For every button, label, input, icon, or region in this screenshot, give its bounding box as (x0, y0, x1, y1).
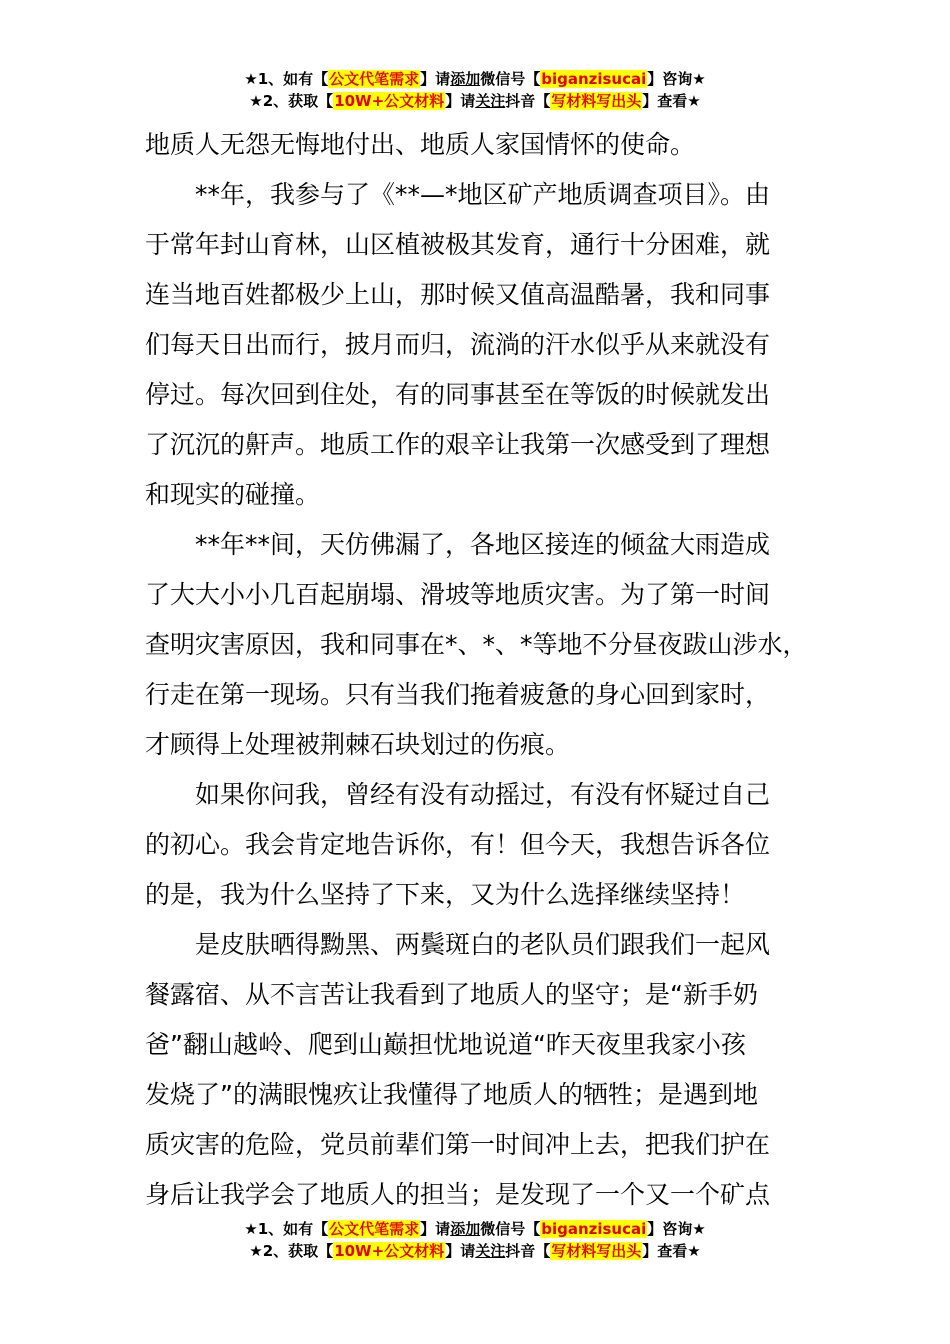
banner-text: 微信号【 (480, 1220, 541, 1238)
banner-line-1 (0, 1218, 950, 1240)
banner-line-2 (0, 1240, 950, 1262)
body-line: 爸”翻山越岭、爬到山巅担忧地说道“昨天夜里我家小孩 (145, 1030, 746, 1059)
banner-text: 抖音【 (505, 1242, 551, 1260)
banner-highlight: 公文代笔需求 (329, 1220, 420, 1238)
body-line: 的初心。我会肯定地告诉你，有！但今天，我想告诉各位 (145, 830, 771, 859)
banner-text: 微信号【 (480, 70, 541, 88)
banner-line-2 (0, 90, 950, 112)
banner-text: 】咨询★ (647, 70, 706, 88)
banner-line-1 (0, 68, 950, 90)
body-line: **年**间，天仿佛漏了，各地区接连的倾盆大雨造成 (145, 530, 771, 559)
banner-text: 】查看★ (642, 1242, 701, 1260)
banner-highlight-wechat: biganzisucai (541, 1220, 647, 1238)
body-line: **年，我参与了《**—*地区矿产地质调查项目》。由 (145, 180, 771, 209)
body-line: 了沉沉的鼾声。地质工作的艰辛让我第一次感受到了理想 (145, 430, 771, 459)
banner-text: 】查看★ (642, 92, 701, 110)
banner-text: ★1、如有【 (244, 1220, 329, 1238)
banner-underlined: 关注 (475, 1242, 506, 1260)
banner-text: ★2、获取【 (249, 1242, 334, 1260)
banner-highlight: 公文代笔需求 (329, 70, 420, 88)
body-line: 行走在第一现场。只有当我们拖着疲惫的身心回到家时， (145, 680, 771, 709)
banner-highlight-wechat: biganzisucai (541, 70, 647, 88)
banner-underlined: 关注 (475, 92, 506, 110)
banner-text: 】咨询★ (647, 1220, 706, 1238)
body-line: 身后让我学会了地质人的担当；是发现了一个又一个矿点 (145, 1180, 771, 1209)
banner-highlight: 10W+公文材料 (334, 92, 445, 110)
header-banner (0, 68, 950, 112)
banner-text: 】请 (445, 1242, 476, 1260)
body-line: 如果你问我，曾经有没有动摇过，有没有怀疑过自己 (145, 780, 771, 809)
body-line: 的是，我为什么坚持了下来，又为什么选择继续坚持！ (145, 880, 746, 909)
banner-text: ★1、如有【 (244, 70, 329, 88)
banner-text: 】请 (445, 92, 476, 110)
body-line: 查明灾害原因，我和同事在*、*、*等地不分昼夜跋山涉水， (145, 630, 808, 659)
banner-text: 】请 (420, 1220, 451, 1238)
body-line: 们每天日出而行，披月而归，流淌的汗水似乎从来就没有 (145, 330, 771, 359)
footer-banner (0, 1218, 950, 1262)
body-line: 餐露宿、从不言苦让我看到了地质人的坚守；是“新手奶 (145, 980, 758, 1009)
body-line: 是皮肤晒得黝黑、两鬓斑白的老队员们跟我们一起风 (145, 930, 771, 959)
banner-underlined: 添加 (450, 1220, 481, 1238)
body-line: 质灾害的危险，党员前辈们第一时间冲上去，把我们护在 (145, 1130, 771, 1159)
body-line: 和现实的碰撞。 (145, 480, 321, 509)
banner-text: 抖音【 (505, 92, 551, 110)
banner-highlight: 10W+公文材料 (334, 1242, 445, 1260)
body-line: 连当地百姓都极少上山，那时候又值高温酷暑，我和同事 (145, 280, 771, 309)
body-line: 了大大小小几百起崩塌、滑坡等地质灾害。为了第一时间 (145, 580, 771, 609)
banner-underlined: 添加 (450, 70, 481, 88)
banner-highlight-douyin: 写材料写出头 (551, 92, 642, 110)
document-body (145, 120, 835, 1220)
body-line: 停过。每次回到住处，有的同事甚至在等饭的时候就发出 (145, 380, 771, 409)
body-line: 地质人无怨无悔地付出、地质人家国情怀的使命。 (145, 130, 696, 159)
banner-text: ★2、获取【 (249, 92, 334, 110)
banner-highlight-douyin: 写材料写出头 (551, 1242, 642, 1260)
body-line: 发烧了”的满眼愧疚让我懂得了地质人的牺牲；是遇到地 (145, 1080, 758, 1109)
banner-text: 】请 (420, 70, 451, 88)
body-line: 才顾得上处理被荆棘石块划过的伤痕。 (145, 730, 571, 759)
body-line: 于常年封山育林，山区植被极其发育，通行十分困难，就 (145, 230, 771, 259)
